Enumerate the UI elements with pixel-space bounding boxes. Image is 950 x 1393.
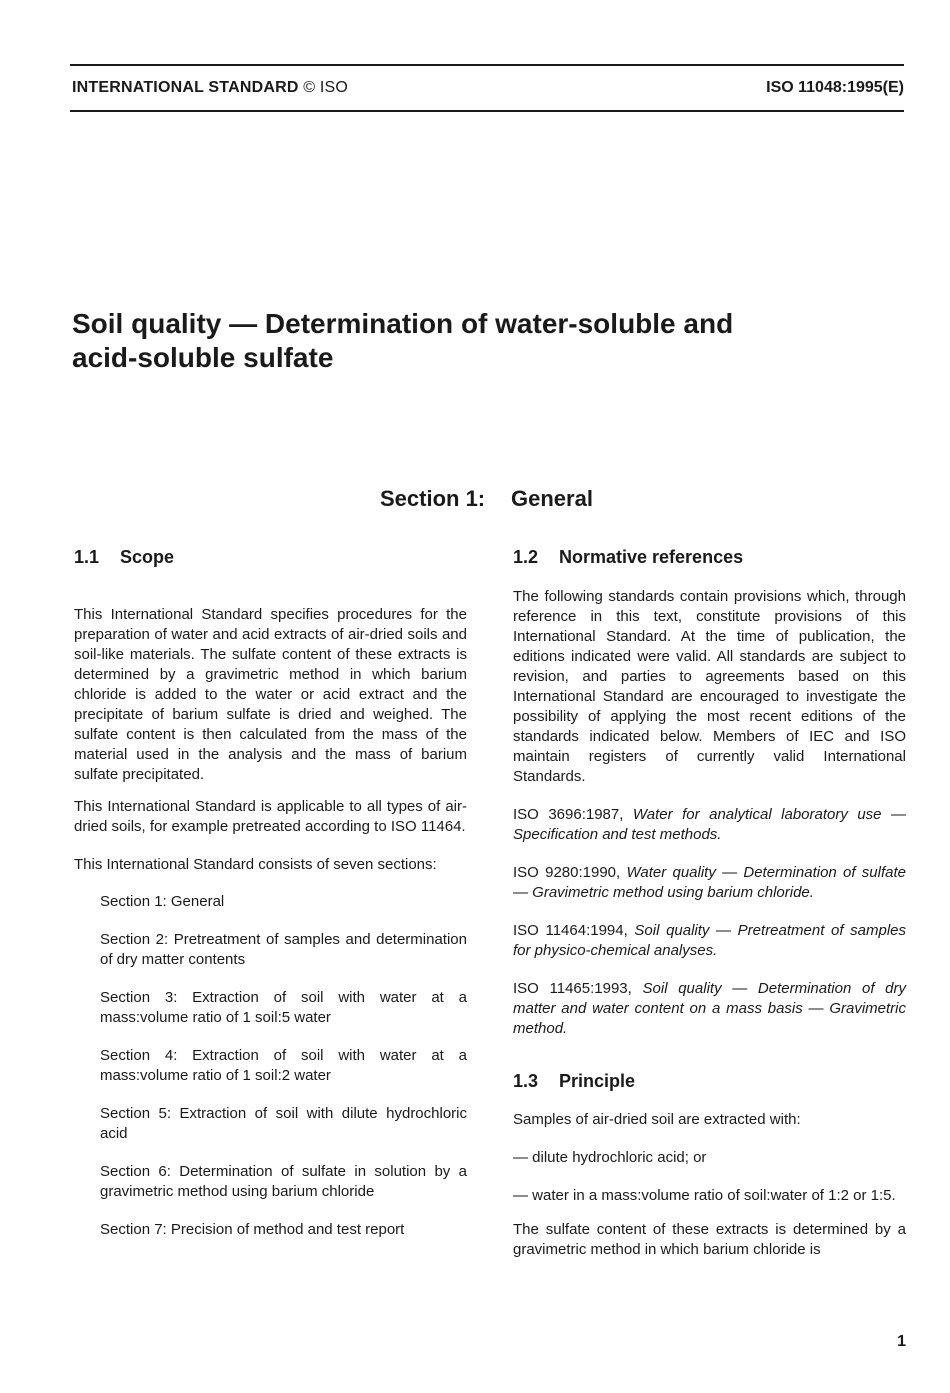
principle-list-item-2: — water in a mass:volume ratio of soil:water of 1:2 or 1:5. bbox=[513, 1187, 896, 1204]
header-copyright: © ISO bbox=[303, 79, 349, 96]
header-bottom-rule bbox=[70, 110, 904, 112]
running-header-document-number: ISO 11048:1995(E) bbox=[766, 79, 904, 96]
scope-paragraph-3: This International Standard consists of seven sections: bbox=[74, 856, 437, 873]
section-list-item-1: Section 1: General bbox=[100, 893, 225, 910]
header-top-rule bbox=[70, 64, 904, 66]
section-number: Section 1: bbox=[380, 486, 486, 511]
reference-item-4 bbox=[513, 979, 906, 1039]
reference-item-1 bbox=[513, 805, 906, 845]
reference-item-2 bbox=[513, 863, 906, 903]
section-list-item-7: Section 7: Precision of method and test report bbox=[100, 1221, 405, 1238]
reference-code: ISO 3696:1987, bbox=[513, 806, 624, 823]
principle-intro: Samples of air-dried soil are extracted with: bbox=[513, 1111, 801, 1128]
principle-heading bbox=[513, 1069, 906, 1093]
reference-title: Soil quality — Pretreatment of samples for physico-chemical analyses. bbox=[513, 922, 907, 959]
scope-paragraph-2: This International Standard is applicable to all types of air-dried soils, for example pretreated according to ISO 11464. bbox=[74, 798, 467, 835]
document-title-line-1: Soil quality — Determination of water-soluble and bbox=[72, 308, 734, 339]
principle-title: Principle bbox=[559, 1071, 636, 1091]
normative-references-heading bbox=[513, 545, 906, 569]
section-list-item-5: Section 5: Extraction of soil with dilute hydrochloric acid bbox=[100, 1105, 467, 1142]
reference-code: ISO 11465:1993, bbox=[513, 980, 632, 997]
normative-references-number: 1.2 bbox=[513, 547, 539, 567]
principle-list-item-1: — dilute hydrochloric acid; or bbox=[513, 1149, 707, 1166]
reference-title: Water quality — Determination of sulfate — Gravimetric method using barium chloride. bbox=[513, 864, 906, 901]
reference-code: ISO 9280:1990, bbox=[513, 864, 621, 881]
normative-references-intro: The following standards contain provisions which, through reference in this text, constitute provisions of this International Standard. At the time of publication, the editions indicated were valid. All standards are subject to revision, and parties to agreements based on this International Standard are encouraged to investigate the possibility of applying the most recent editions of the standards indicated below. Members of IEC and ISO maintain registers of currently valid International Standards. bbox=[513, 588, 906, 785]
normative-references-title: Normative references bbox=[559, 547, 744, 567]
scope-paragraph-1: This International Standard specifies procedures for the preparation of water and acid extracts of air-dried soils and soil-like materials. The sulfate content of these extracts is determined by a gravimetric method in which barium chloride is added to the water or acid extract and the precipitate of barium sulfate is dried and weighed. The sulfate content is then calculated from the mass of the material used in the analysis and the mass of barium sulfate precipitated. bbox=[74, 606, 467, 783]
principle-number: 1.3 bbox=[513, 1071, 539, 1091]
section-name: General bbox=[511, 486, 593, 511]
left-column bbox=[74, 545, 467, 1240]
section-list-item-2: Section 2: Pretreatment of samples and determination of dry matter contents bbox=[100, 931, 467, 968]
reference-code: ISO 11464:1994, bbox=[513, 922, 628, 939]
principle-paragraph: The sulfate content of these extracts is determined by a gravimetric method in which barium chloride is bbox=[513, 1221, 906, 1258]
scope-title: Scope bbox=[120, 547, 175, 567]
page-number: 1 bbox=[897, 1333, 906, 1350]
document-title-line-2: acid-soluble sulfate bbox=[72, 342, 334, 373]
scope-number: 1.1 bbox=[74, 547, 100, 567]
section-list-item-3: Section 3: Extraction of soil with water at a mass:volume ratio of 1 soil:5 water bbox=[100, 989, 467, 1026]
reference-title: Water for analytical laboratory use — Specification and test methods. bbox=[513, 806, 906, 843]
running-header-left bbox=[72, 79, 348, 97]
scope-heading bbox=[74, 545, 467, 569]
section-list-item-6: Section 6: Determination of sulfate in solution by a gravimetric method using barium chloride bbox=[100, 1163, 467, 1200]
document-title bbox=[72, 307, 852, 375]
header-standard-label: INTERNATIONAL STANDARD bbox=[72, 79, 299, 96]
section-heading bbox=[380, 486, 593, 512]
reference-item-3 bbox=[513, 921, 906, 961]
section-list-item-4: Section 4: Extraction of soil with water at a mass:volume ratio of 1 soil:2 water bbox=[100, 1047, 467, 1084]
reference-title: Soil quality — Determination of dry matter and water content on a mass basis — Gravimetric method. bbox=[513, 980, 907, 1037]
right-column bbox=[513, 545, 906, 1260]
